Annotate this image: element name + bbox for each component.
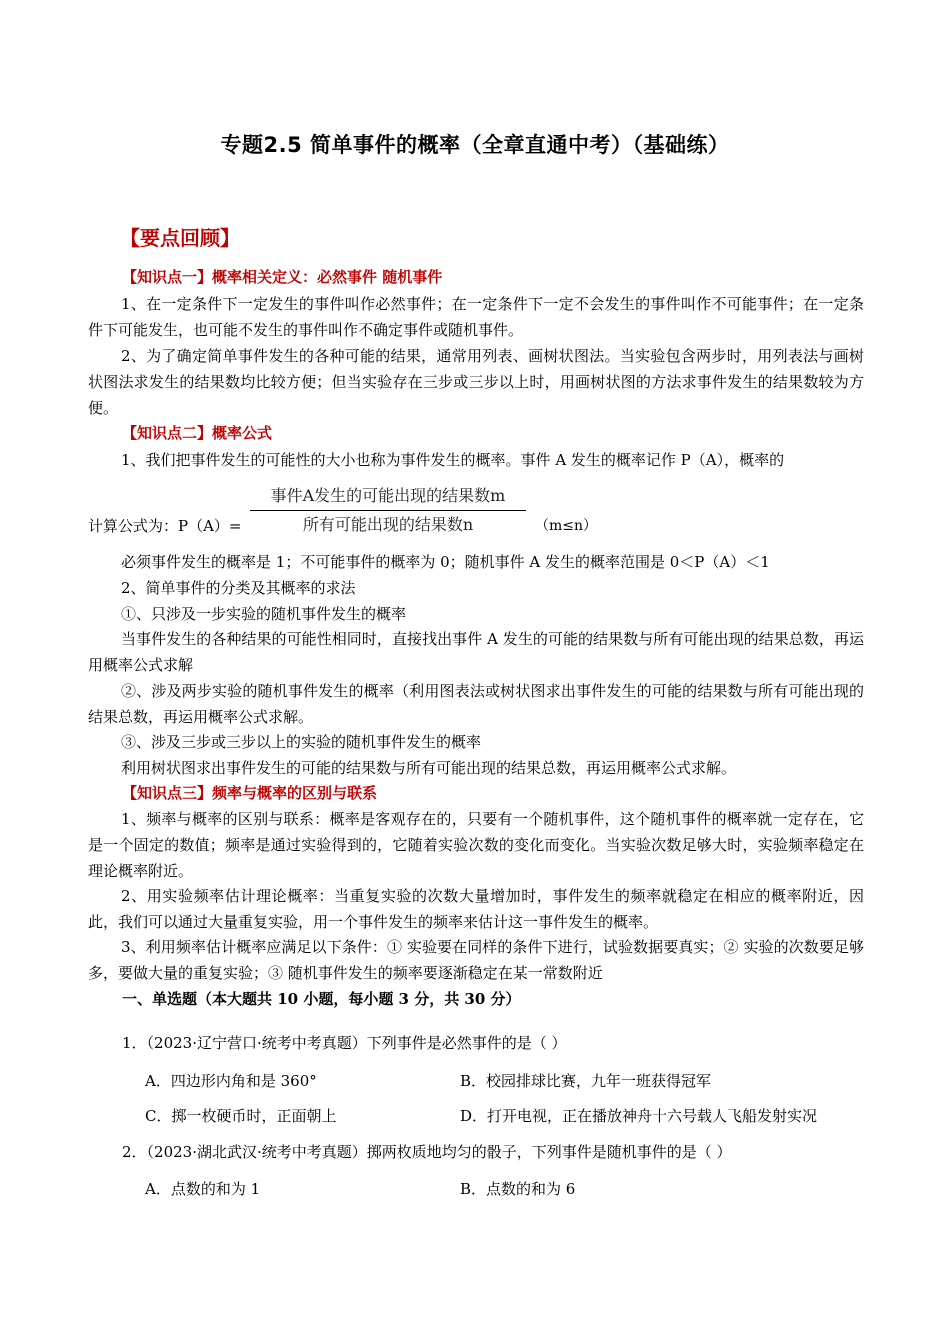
kp3-paragraph-3: 3、利用频率估计概率应满足以下条件：① 实验要在同样的条件下进行，试验数据要真实；② 实验的次数要足够多，要做大量的重复实验；③ 随机事件发生的频率要逐渐稳定在某一常数附近 xyxy=(88,938,864,982)
kp2-paragraph-1: 1、我们把事件发生的可能性的大小也称为事件发生的概率。事件 A 发生的概率记作 P（A），概率的 xyxy=(121,451,785,469)
formula-denominator: 所有可能出现的结果数n xyxy=(302,515,474,534)
formula-condition: （m≤n） xyxy=(535,518,598,534)
knowledge-point-2-title: 【知识点二】概率公式 xyxy=(122,424,273,442)
kp3-paragraph-2: 2、用实验频率估计理论概率：当重复实验的次数大量增加时，事件发生的频率就稳定在相应的概率附近，因此，我们可以通过大量重复实验，用一个事件发生的频率来估计这一事件发生的概率。 xyxy=(88,887,864,931)
knowledge-point-1-title: 【知识点一】概率相关定义：必然事件 随机事件 xyxy=(122,268,443,286)
kp2-paragraph-6: ②、涉及两步实验的随机事件发生的概率（利用图表法或树状图求出事件发生的可能的结果数与所有可能出现的结果总数，再运用概率公式求解。 xyxy=(88,682,864,726)
kp2-paragraph-3: 2、简单事件的分类及其概率的求法 xyxy=(121,579,356,597)
kp1-paragraph-2: 2、为了确定简单事件发生的各种可能的结果，通常用列表、画树状图法。当实验包含两步时，用列表法与画树状图法求发生的结果数均比较方便；但当实验存在三步或三步以上时，用画树状图的方法求事件发生的结果数较为方便。 xyxy=(88,347,864,417)
section-title: 一、单选题（本大题共 10 小题，每小题 3 分，共 30 分） xyxy=(122,990,521,1008)
kp3-paragraph-1: 1、频率与概率的区别与联系：概率是客观存在的，只要有一个随机事件，这个随机事件的概率就一定存在，它是一个固定的数值；频率是通过实验得到的，它随着实验次数的变化而变化。当实验次数足够大时，实验频率稳定在理论概率附近。 xyxy=(88,810,864,880)
question-2-option-b: B．点数的和为 6 xyxy=(460,1180,576,1198)
kp2-paragraph-2: 必须事件发生的概率是 1；不可能事件的概率为 0；随机事件 A 发生的概率范围是 0＜P（A）＜1 xyxy=(121,553,770,571)
question-1-option-d: D．打开电视，正在播放神舟十六号载人飞船发射实况 xyxy=(460,1107,818,1125)
knowledge-point-3-title: 【知识点三】频率与概率的区别与联系 xyxy=(122,784,378,802)
question-2-stem: 2．（2023·湖北武汉·统考中考真题）掷两枚质地均匀的骰子，下列事件是随机事件的是（ ） xyxy=(122,1143,732,1161)
question-1-option-b: B．校园排球比赛，九年一班获得冠军 xyxy=(460,1072,712,1090)
review-heading: 【要点回顾】 xyxy=(120,226,240,250)
formula-numerator: 事件A发生的可能出现的结果数m xyxy=(270,486,506,505)
kp1-paragraph-1: 1、在一定条件下一定发生的事件叫作必然事件；在一定条件下一定不会发生的事件叫作不可能事件；在一定条件下可能发生，也可能不发生的事件叫作不确定事件或随机事件。 xyxy=(88,295,864,339)
question-1-option-a: A．四边形内角和是 360° xyxy=(145,1072,317,1090)
kp2-paragraph-5: 当事件发生的各种结果的可能性相同时，直接找出事件 A 发生的可能的结果数与所有可能出现的结果总数，再运用概率公式求解 xyxy=(88,630,864,674)
fraction-bar xyxy=(250,510,526,511)
question-1-stem: 1．（2023·辽宁营口·统考中考真题）下列事件是必然事件的是（ ） xyxy=(122,1034,567,1052)
page-title: 专题2.5 简单事件的概率（全章直通中考）（基础练） xyxy=(220,133,730,157)
question-1-option-c: C．掷一枚硬币时，正面朝上 xyxy=(145,1107,337,1125)
probability-formula-fraction xyxy=(250,484,526,537)
kp2-paragraph-4: ①、只涉及一步实验的随机事件发生的概率 xyxy=(121,605,407,623)
formula-label: 计算公式为：P（A）= xyxy=(88,517,242,535)
kp2-paragraph-8: 利用树状图求出事件发生的可能的结果数与所有可能出现的结果总数，再运用概率公式求解。 xyxy=(121,759,737,777)
question-2-option-a: A．点数的和为 1 xyxy=(145,1180,261,1198)
kp2-paragraph-7: ③、涉及三步或三步以上的实验的随机事件发生的概率 xyxy=(121,733,482,751)
